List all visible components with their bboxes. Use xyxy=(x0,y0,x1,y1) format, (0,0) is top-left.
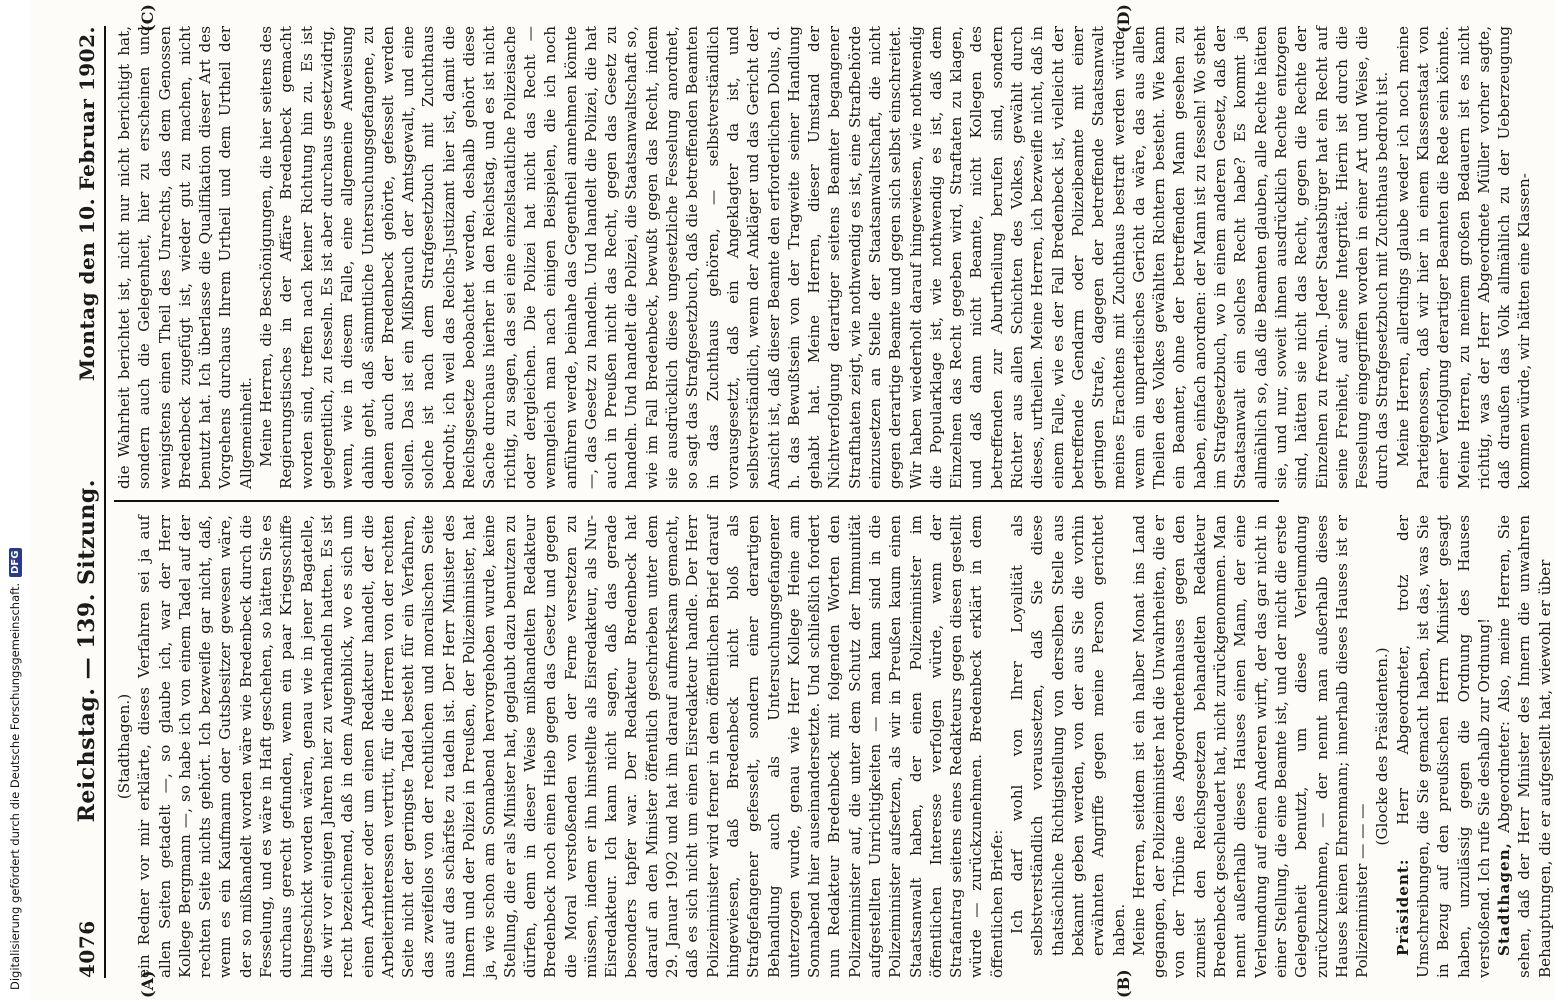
stadthagen-paragraph xyxy=(1494,515,1555,978)
president-paragraph xyxy=(1393,515,1494,978)
credit-strip xyxy=(0,0,30,1000)
speaker-tag: (Stadthagen.) xyxy=(115,693,133,800)
paragraph: Meine Herren, allerdings glaube weder ich noch meine Parteigenossen, daß wir hier in einem Klassenstaat von einer Verfolgung derartiger Beamten die Rede sein könnte. Meine Herren, zu meinem großen Bedauern ist es nicht richtig, was der Herr Abgeordnete Müller vorher sagte, daß draußen das Volk allmählich zu der Ueberzeugung kommen würde, wir hätten eine Klassen- xyxy=(1393,26,1534,489)
text-columns xyxy=(114,4,1554,998)
paragraph: die Wahrheit berichtet ist, nicht nur nicht berichtigt hat, sondern auch die Gelegenheit, hier zu erscheinen und wenigstens einen Theil des Unrechts, das dem Genossen Bredenbeck zugefügt ist, wieder gut zu machen, nicht benutzt hat. Ich überlasse die Qualifikation dieser Art des Vorgehens durchaus Ihrem Urtheil und dem Urtheil der Allgemeinheit. xyxy=(115,26,255,489)
stadthagen-text: Abgeordneter: Also, meine Herren, Sie sehen, daß der Herr Minister des Innern die unwahren Behauptungen, die er aufgestellt hat, wiewohl er über xyxy=(1495,514,1554,978)
document-page xyxy=(60,0,1554,1000)
credit-line xyxy=(8,0,22,1000)
stadthagen-label: Stadthagen, xyxy=(1495,842,1514,956)
paragraph: Ich darf wohl von Ihrer Loyalität als selbstverständlich voraussetzen, daß Sie diese thatsächliche Richtigstellung von derselben Stelle aus bekannt geben werden, von der aus Sie die vorhin erwähnten Angriffe gegen meine Person gerichtet haben. xyxy=(1008,515,1128,956)
paragraph: ein Redner vor mir erklärte, dieses Verfahren sei ja auf allen Seiten getadelt —, so glaube ich, war der Herr Kollege Bergmann —, so habe ich von einem Tadel auf der rechten Seite nichts gehört. Ich bezweifle gar nicht, daß, wenn es ein Kaufmann oder Gutsbesitzer gewesen wäre, der so mißhandelt worden wäre wie Bredenbeck durch die Fesselung, und es wäre in Haft geschehen, so hätten Sie es durchaus gerecht gefunden, wenn ein paar Kriegsschiffe hingeschickt worden wären, genau wie in jener Bagatelle, die wir vor einigen Jahren hier zu verhandeln hatten. Es ist recht bezeichnend, daß in dem Augenblick, wo es sich um einen Arbeiter oder um einen Redakteur handelt, der die Arbeiterinteressen vertritt, für die Herren von der rechten Seite nicht der geringste Tadel besteht für ein Verfahren, das zweifellos von der rechtlichen und moralischen Seite aus auf das schärfste zu tadeln ist. Der Herr Minister des Innern und der Polizei in Preußen, der Polizeiminister, hat ja, wie schon am Sonnabend hervorgehoben wurde, keine Stellung, die er als Minister hat, geglaubt dazu benutzen zu dürfen, denn in dieser Weise mißhandelten Redakteur Bredenbeck noch einen Hieb gegen das Gesetz und gegen die Moral verstoßenden von der Ferne versetzen zu müssen, indem er ihn hinstellte als Eisredakteur, als Nur-Eisredakteur. Ich kann nicht sagen, daß das gerade besonders tapfer war. Der Redakteur Bredenbeck hat darauf an den Minister öffentlich geschrieben unter dem 29. Januar 1902 und hat ihn darauf aufmerksam gemacht, daß es sich nicht um einen Eisredakteur handle. Der Herr Polizeiminister wird ferner in dem öffentlichen Brief darauf hingewiesen, daß Bredenbeck nicht bloß als Strafgefangener gefesselt, sondern einer derartigen Behandlung auch als Untersuchungsgefangener unterzogen wurde, genau wie Herr Kollege Heine am Sonnabend hier auseinandersetzte. Und schließlich fordert nun Redakteur Bredenbeck mit folgenden Worten den Polizeiminister auf, die unter dem Schutz der Immunität aufgestellten Unrichtigkeiten — man kann sind in die Polizeiminister aufsetzen, als wir in Preußen kaum einen Staatsanwalt haben, der einen Polizeiminister im öffentlichen Interesse verfolgen würde, wenn der Strafantrag seitens eines Redakteurs gegen diesen gestellt würde — zurückzunehmen. Bredenbeck erklärt in dem öffentlichen Briefe: xyxy=(135,515,1006,978)
president-label: Präsident: xyxy=(1393,858,1412,956)
margin-marker-a: (A) xyxy=(138,970,157,998)
bell-note: (Glocke des Präsidenten.) xyxy=(1373,647,1392,846)
page-date: Montag den 10. Februar 1902. xyxy=(75,26,99,382)
president-text: Herr Abgeordneter, trotz der Umschreibungen, die Sie gemacht haben, ist das, was Sie in Bezug auf den preußischen Herrn Minister gesagt haben, unzulässig gegen die Ordnung des Hauses verstoßend. Ich rufe Sie deshalb zur Ordnung! xyxy=(1393,514,1493,978)
page-title: Reichstag. — 139. Sitzung. xyxy=(74,479,100,823)
margin-marker-c: (C) xyxy=(138,4,157,32)
margin-marker-b: (B) xyxy=(1114,969,1133,998)
right-column xyxy=(114,26,1534,489)
page-header xyxy=(74,26,106,978)
paragraph: Meine Herren, seitdem ist ein halber Monat ins Land gegangen, der Polizeiminister hat die Unwahrheiten, die er von der Tribüne des Abgeordnetenhauses gegen den zumeist den Reichsgesetzen behandelten Redakteur Bredenbeck geschleudert hat, nicht zurückgenommen. Man nennt außerhalb dieses Hauses einen Mann, der eine Verleumdung auf einen Anderen wirft, der das gar nicht in einer Stellung, die eine Beamte ist, und der nicht die erste Gelegenheit benutzt, um diese Verleumdung zurückzunehmen, — der nennt man außerhalb dieses Hauses keinen Ehrenmann; innerhalb dieses Hauses ist er Polizeiminister — — — xyxy=(1129,515,1372,978)
column-divider xyxy=(114,500,1279,502)
dfg-logo: DFG xyxy=(9,548,22,577)
credit-text: Digitalisierung gefördert durch die Deutsche Forschungsgemeinschaft. xyxy=(8,582,22,990)
left-column xyxy=(114,514,1554,978)
page-number: 4076 xyxy=(75,920,99,978)
margin-marker-d: (D) xyxy=(1114,4,1133,34)
paragraph: Meine Herren, die Beschönigungen, die hier seitens des Regierungstisches in der Affäre Bredenbeck gemacht worden sind, treffen nach keiner Richtung hin zu. Es ist gelegentlich, zu fesseln. Es ist aber durchaus gesetzwidrig, wenn, wie in diesem Falle, eine allgemeine Anweisung dahin geht, daß sämmtliche Untersuchungsgefangene, zu denen auch der Bredenbeck gehörte, gefesselt werden sollen. Das ist ein Mißbrauch der Amtsgewalt, und eine solche ist nach dem Strafgesetzbuch mit Zuchthaus bedroht; ich weil das Reichs-Justizamt hier ist, damit die Reichsgesetze beobachtet werden, deshalb gehört diese Sache durchaus hierher in den Reichstag, und es ist nicht richtig, zu sagen, das sei eine einzelstaatliche Polizeisache oder dergleichen. Die Polizei hat nicht das Recht — wenngleich man nach einigen Beispielen, die ich noch anführen werde, beinahe das Gegentheil annehmen könnte —, das Gesetz zu handeln. Und handelt die Polizei, die hat auch in Preußen nicht das Recht, gegen das Gesetz zu handeln. Und handelt die Polizei, die Staatsanwaltschaft so, wie im Fall Bredenbeck, bewußt gegen das Recht, indem sie ausdrücklich diese ungesetzliche Fesselung anordnet, so sagt das Strafgesetzbuch, daß die betreffenden Beamten in das Zuchthaus gehören, — selbstverständlich vorausgesetzt, daß ein Angeklagter da ist, und selbstverständlich, wenn der Ankläger und das Gericht der Ansicht ist, daß dieser Beamte den erforderlichen Dolus, d. h. das Bewußtsein von der Tragweite seiner Handlung gehabt hat. Meine Herren, dieser Umstand der Nichtverfolgung derartiger seitens Beamter begangener Strafthaten zeigt, wie nothwendig es ist, eine Strafbehörde einzusetzen an Stelle der Staatsanwaltschaft, die nicht gegen derartige Beamte und gegen sich selbst einschreitet. Wir haben wiederholt darauf hingewiesen, wie nothwendig die Popularklage ist, wie nothwendig es ist, daß dem Einzelnen das Recht gegeben wird, Straftaten zu klagen, und daß dann nicht Beamte, nicht Kollegen des betreffenden zur Aburtheilung berufen sind, sondern Richter aus allen Schichten des Volkes, gewählt durch dieses, urtheilen. Meine Herren, ich bezweifle nicht, daß in einem Falle, wie es der Fall Bredenbeck ist, vielleicht der betreffende Gendarm oder Polizeibeamte mit einer geringen Strafe, dagegen der betreffende Staatsanwalt meines Erachtens mit Zuchthaus bestraft werden würde, wenn ein unparteiisches Gericht da wäre, das aus allen Theilen des Volkes gewählten Richtern besteht. Wie kann ein Beamter, ohne der betreffenden Mann gesehen zu haben, einfach anordnen: der Mann ist zu fesseln! Wo steht im Strafgesetzbuch, wo in einem anderen Gesetz, daß der Staatsanwalt ein solches Recht habe? Es kommt ja allmählich so, daß die Beamten glauben, alle Rechte hätten sie, und nur, soweit ihnen ausdrücklich Rechte entzogen sind, hätten sie nicht das Recht, gegen die Rechte der Einzelnen zu freveln. Jeder Staatsbürger hat ein Recht auf seine Freiheit, auf seine Integrität. Hierin ist durch die Fesselung eingegriffen worden in einer Art und Weise, die durch das Strafgesetzbuch mit Zuchthaus bedroht ist. xyxy=(257,26,1392,489)
